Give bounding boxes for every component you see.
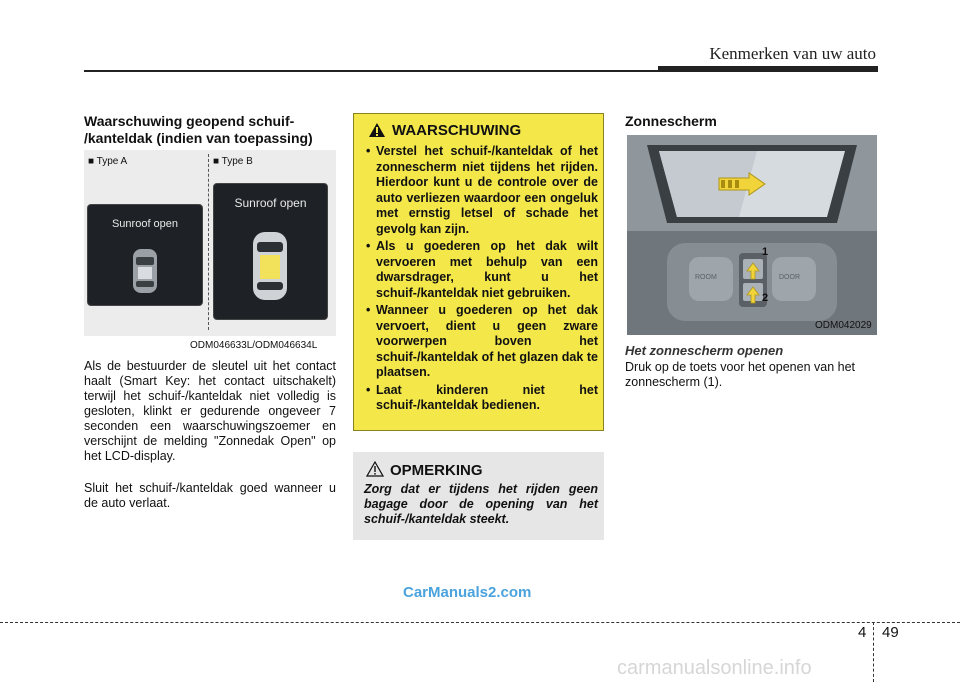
section-number: 4: [858, 624, 867, 641]
section-heading-sunshade: Zonnescherm: [625, 113, 717, 129]
warning-item: • Verstel het schuif-/kanteldak of het zonnescherm niet tijdens het rijden. Hierdoor kunt u de controle over de auto verliezen waardoor een ongeluk met ernstig letsel of schade het gevolg kan zijn.: [358, 144, 598, 237]
footer-rule: [0, 622, 960, 623]
callout-2: 2: [762, 292, 769, 304]
sunshade-figure: [627, 135, 877, 335]
car-top-view-icon: [130, 247, 160, 295]
warning-list: [358, 144, 598, 416]
warning-title: WAARSCHUWING: [392, 122, 522, 139]
console-label-door: DOOR: [779, 274, 800, 281]
warning-item: • Als u goederen op het dak wilt vervoeren met behulp van een dwarsdrager, kunt u het schuif-/kanteldak niet gebruiken.: [358, 239, 598, 301]
chapter-title: Kenmerken van uw auto: [709, 44, 876, 63]
display-text-type-b: Sunroof open: [234, 196, 307, 210]
paragraph-close-sunroof: Sluit het schuif-/kanteldak goed wanneer u de auto verlaat.: [84, 481, 336, 510]
paragraph-warning-description: Als de bestuurder de sleutel uit het contact haalt (Smart Key: het contact uitschakelt) terwijl het schuif-/kanteldak niet volledig is gesloten, klinkt er gedurende ongeveer 7 seconden een waarschuwingszoemer en verschijnt de melding "Zonnedak Open" op het LCD-display.: [84, 359, 336, 463]
heading-line-2: /kanteldak (indien van toepassing): [84, 130, 313, 146]
warning-item: • Laat kinderen niet het schuif-/kanteldak bedienen.: [358, 383, 598, 414]
watermark-link[interactable]: CarManuals2.com: [403, 584, 532, 601]
sub-heading-open-sunshade: Het zonnescherm openen: [625, 343, 784, 358]
header-rule: [84, 70, 878, 72]
warning-triangle-icon: [368, 122, 386, 138]
display-text-type-a: Sunroof open: [111, 218, 179, 230]
note-text: Zorg dat er tijdens het rijden geen bagage door de opening van het schuif-/kanteldak steekt.: [364, 482, 598, 526]
footer-page-divider: [873, 622, 874, 682]
site-footer-link[interactable]: carmanualsonline.info: [617, 657, 812, 679]
type-a-label: ■ Type A: [88, 156, 128, 167]
heading-line-1: Waarschuwing geopend schuif-: [84, 113, 295, 129]
paragraph-open-sunshade: Druk op de toets voor het openen van het zonnescherm (1).: [625, 360, 856, 389]
figure-divider: [208, 154, 209, 330]
note-title: OPMERKING: [390, 462, 483, 479]
type-b-label: ■ Type B: [213, 156, 253, 167]
lcd-display-type-b: [213, 183, 328, 320]
page-number: 49: [882, 624, 899, 641]
car-top-view-sunroof-icon: [250, 230, 290, 302]
callout-1: 1: [762, 246, 769, 258]
section-heading-sunroof-warning: [84, 113, 336, 147]
sunroof-console-illustration: [627, 135, 877, 335]
figure-caption-1: ODM046633L/ODM046634L: [190, 340, 318, 351]
console-label-room: ROOM: [695, 274, 717, 281]
figure-caption-2: ODM042029: [815, 320, 872, 331]
caution-triangle-icon: [366, 461, 384, 477]
warning-item: • Wanneer u goederen op het dak vervoert, dient u geen zware voorwerpen boven het schuif-/kanteldak of het glazen dak te plaatsen.: [358, 303, 598, 381]
lcd-display-type-a: [87, 204, 203, 306]
